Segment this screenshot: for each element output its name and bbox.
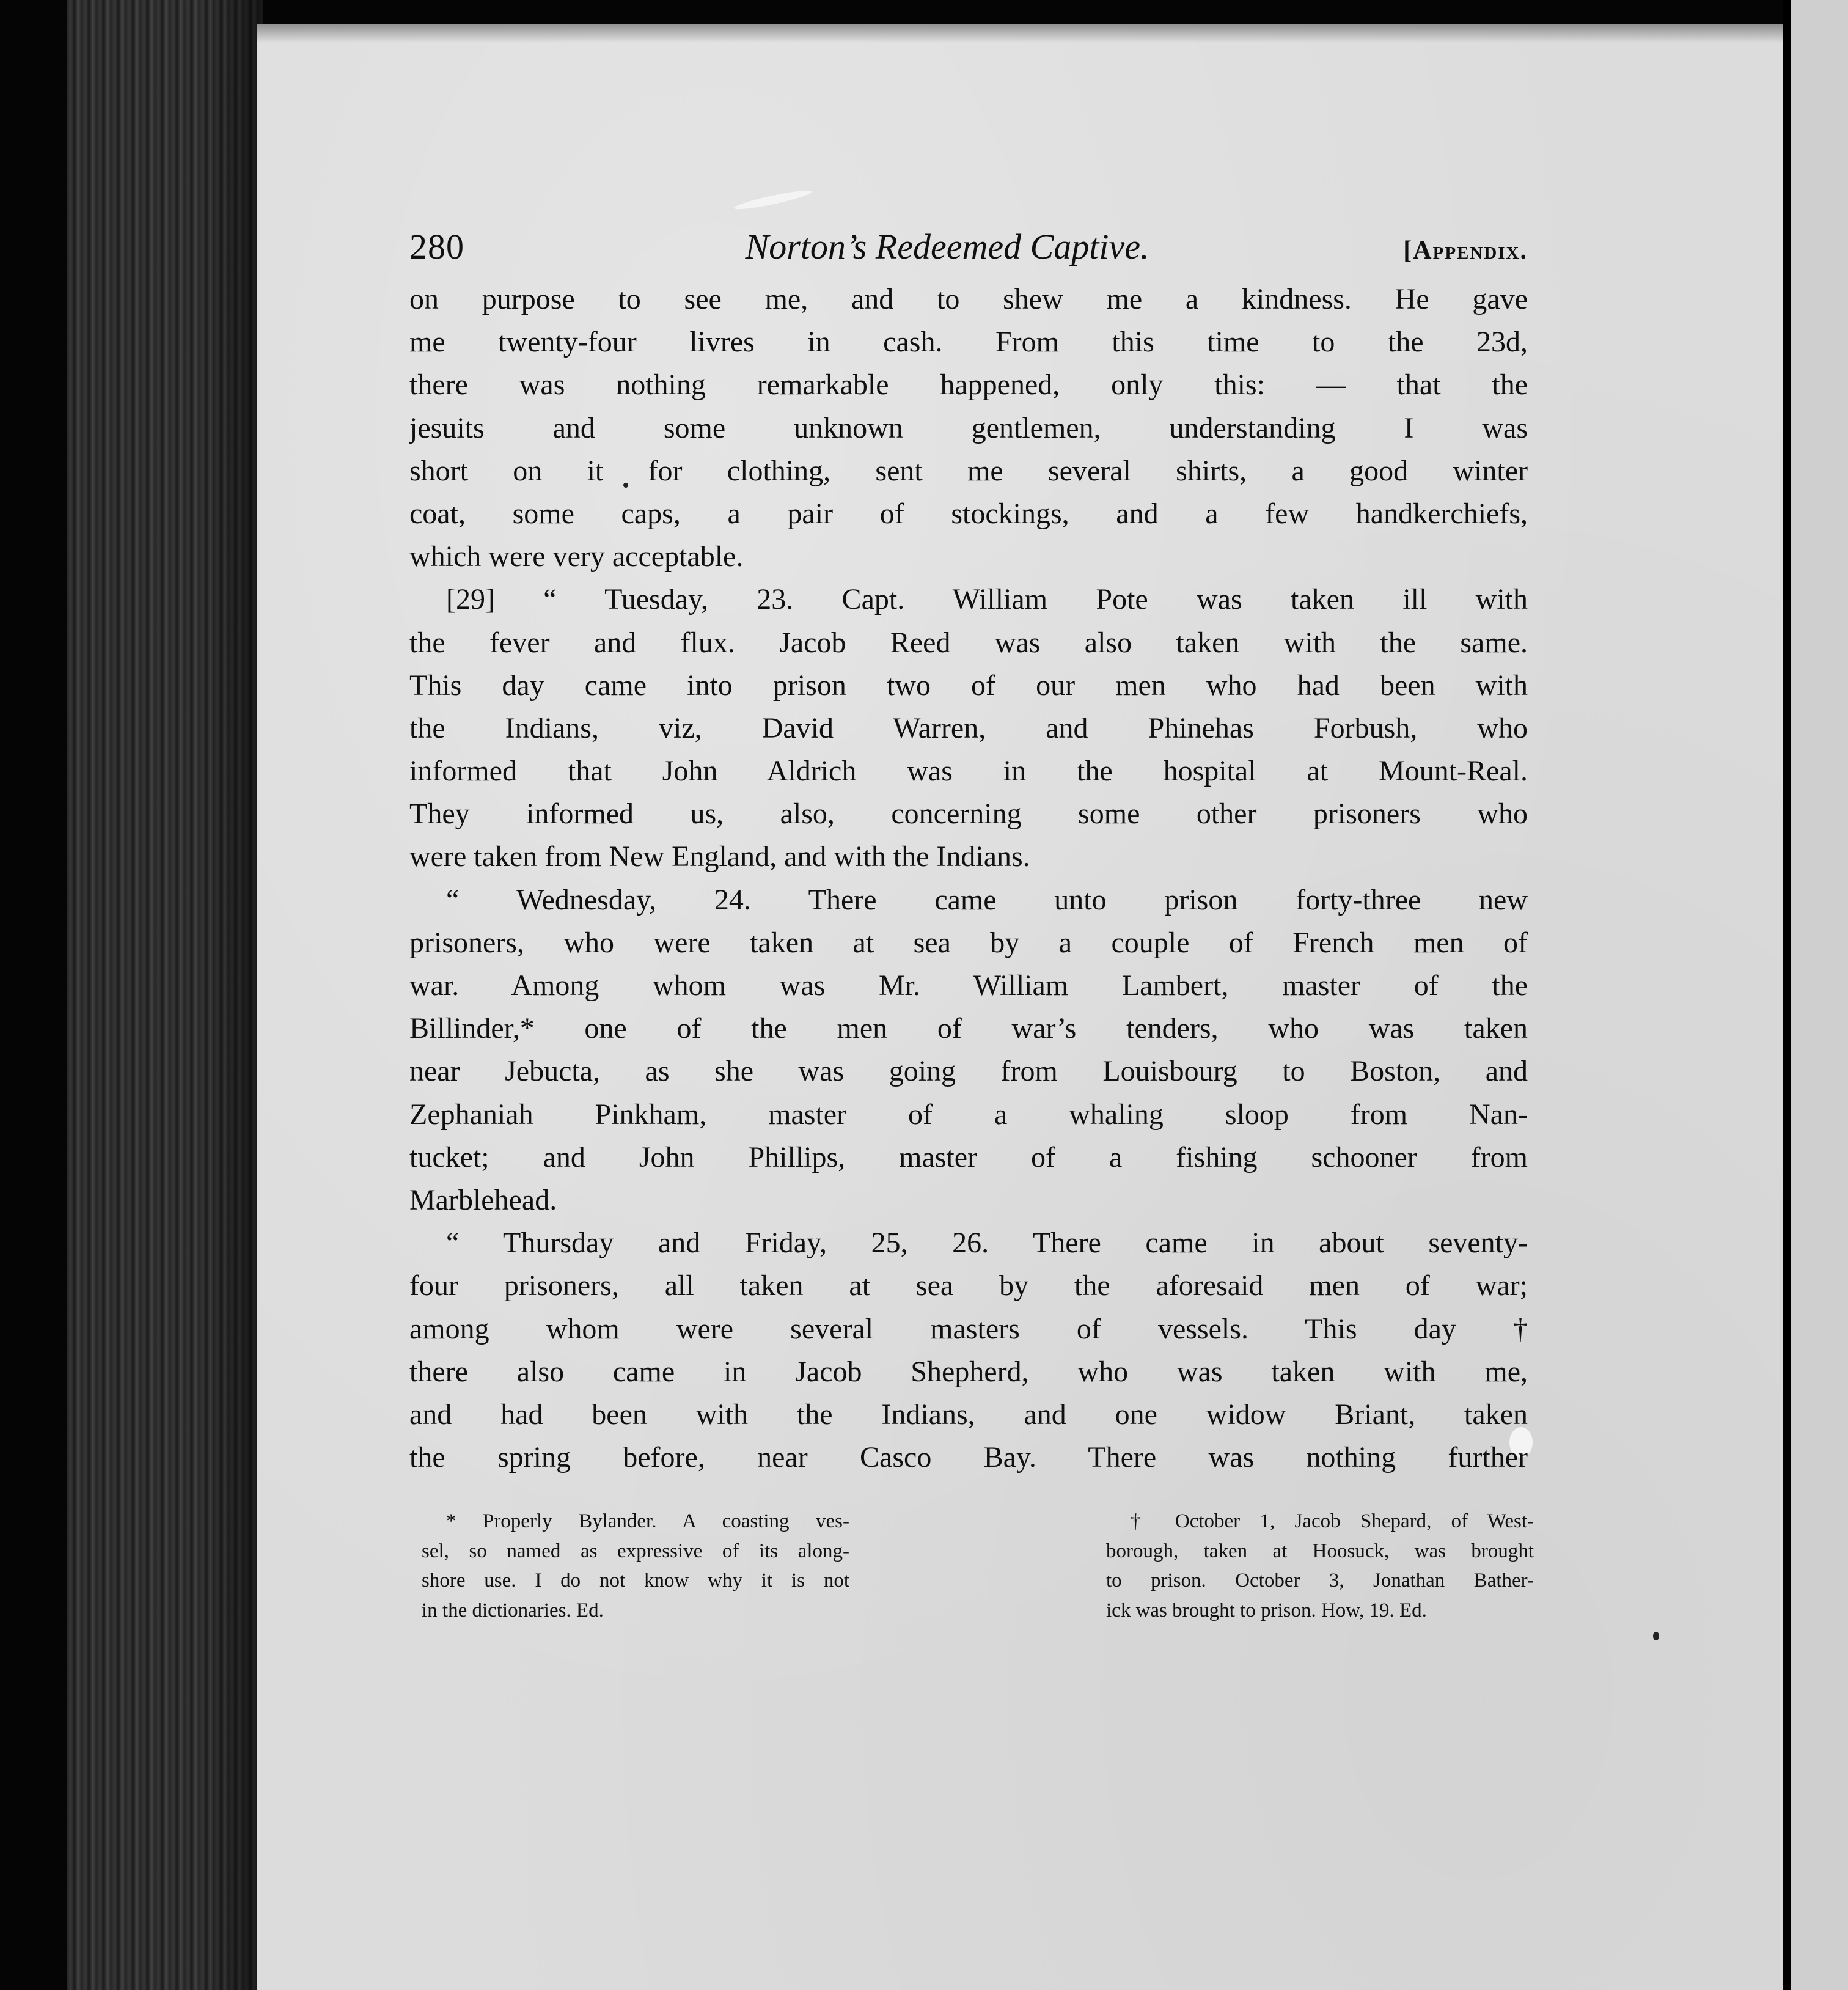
footnote-line: in the dictionaries. Ed. bbox=[422, 1599, 604, 1621]
text-line: informed that John Aldrich was in the hospital at Mount-Real. bbox=[409, 755, 1528, 788]
text-line: on purpose to see me, and to shew me a kindness. He gave bbox=[409, 283, 1528, 315]
text-line: war. Among whom was Mr. William Lambert, master of the bbox=[409, 969, 1528, 1002]
text-line: there was nothing remarkable happened, only this: — that the bbox=[409, 369, 1528, 402]
text-line: Zephaniah Pinkham, master of a whaling sloop from Nan- bbox=[409, 1098, 1528, 1131]
running-head bbox=[409, 226, 1528, 267]
book-title: Norton’s Redeemed Captive. bbox=[745, 227, 1150, 266]
text-line: Billinder,* one of the men of war’s tenders, who was taken bbox=[409, 1012, 1528, 1045]
text-line: which were very acceptable. bbox=[409, 540, 744, 573]
text-line: me twenty-four livres in cash. From this time to the 23d, bbox=[409, 326, 1528, 359]
paragraph-start-line: [29] “ Tuesday, 23. Capt. William Pote was taken ill with bbox=[446, 583, 1528, 616]
adjacent-page-edge bbox=[1791, 0, 1848, 1990]
gutter-shadow bbox=[202, 0, 263, 1990]
text-line: This day came into prison two of our men who had been with bbox=[409, 669, 1528, 702]
page-number: 280 bbox=[409, 227, 464, 266]
paragraph-start-line: “ Wednesday, 24. There came unto prison forty-three new bbox=[446, 883, 1528, 916]
text-line: prisoners, who were taken at sea by a couple of French men of bbox=[409, 926, 1528, 959]
text-line: They informed us, also, concerning some other prisoners who bbox=[409, 798, 1528, 831]
footnote-bylander bbox=[422, 1507, 849, 1625]
text-line: near Jebucta, as she was going from Louisbourg to Boston, and bbox=[409, 1055, 1528, 1088]
footnote-line: * Properly Bylander. A coasting ves- bbox=[446, 1510, 849, 1532]
text-line: the Indians, viz, David Warren, and Phinehas Forbush, who bbox=[409, 711, 1528, 744]
footnote-line: † October 1, Jacob Shepard, of West- bbox=[1131, 1510, 1534, 1532]
footnotes bbox=[422, 1507, 1534, 1625]
text-line: were taken from New England, and with the Indians. bbox=[409, 840, 1030, 873]
text-block bbox=[409, 226, 1528, 1479]
text-line: among whom were several masters of vessels. This day † bbox=[409, 1312, 1528, 1345]
text-line: jesuits and some unknown gentlemen, understanding I was bbox=[409, 411, 1528, 444]
text-line: Marblehead. bbox=[409, 1183, 557, 1216]
footnote-line: ick was brought to prison. How, 19. Ed. bbox=[1106, 1599, 1427, 1621]
paper-blemish bbox=[733, 188, 813, 213]
text-line: coat, some caps, a pair of stockings, and a few handkerchiefs, bbox=[409, 497, 1528, 530]
text-line: short on it for clothing, sent me several shirts, a good winter bbox=[409, 454, 1528, 487]
footnote-line: borough, taken at Hoosuck, was brought bbox=[1106, 1540, 1534, 1562]
text-line: the spring before, near Casco Bay. There was nothing further bbox=[409, 1441, 1528, 1474]
text-line: the fever and flux. Jacob Reed was also taken with the same. bbox=[409, 626, 1528, 659]
footnote-line: shore use. I do not know why it is not bbox=[422, 1570, 849, 1592]
text-line: there also came in Jacob Shepherd, who was taken with me, bbox=[409, 1355, 1528, 1388]
text-line: and had been with the Indians, and one widow Briant, taken bbox=[409, 1398, 1528, 1431]
text-line: four prisoners, all taken at sea by the aforesaid men of war; bbox=[409, 1269, 1528, 1302]
footnote-line: sel, so named as expressive of its along- bbox=[422, 1540, 849, 1562]
text-line: tucket; and John Phillips, master of a fishing schooner from bbox=[409, 1140, 1528, 1173]
section-label: [Appendix. bbox=[1403, 237, 1528, 265]
body-text bbox=[409, 278, 1528, 1479]
ink-speck bbox=[1653, 1632, 1659, 1640]
page-top-shadow bbox=[257, 24, 1783, 43]
paragraph-start-line: “ Thursday and Friday, 25, 26. There came in about seventy- bbox=[446, 1227, 1528, 1260]
footnote-line: to prison. October 3, Jonathan Bather- bbox=[1106, 1570, 1534, 1592]
footnote-shepard bbox=[1106, 1507, 1534, 1625]
